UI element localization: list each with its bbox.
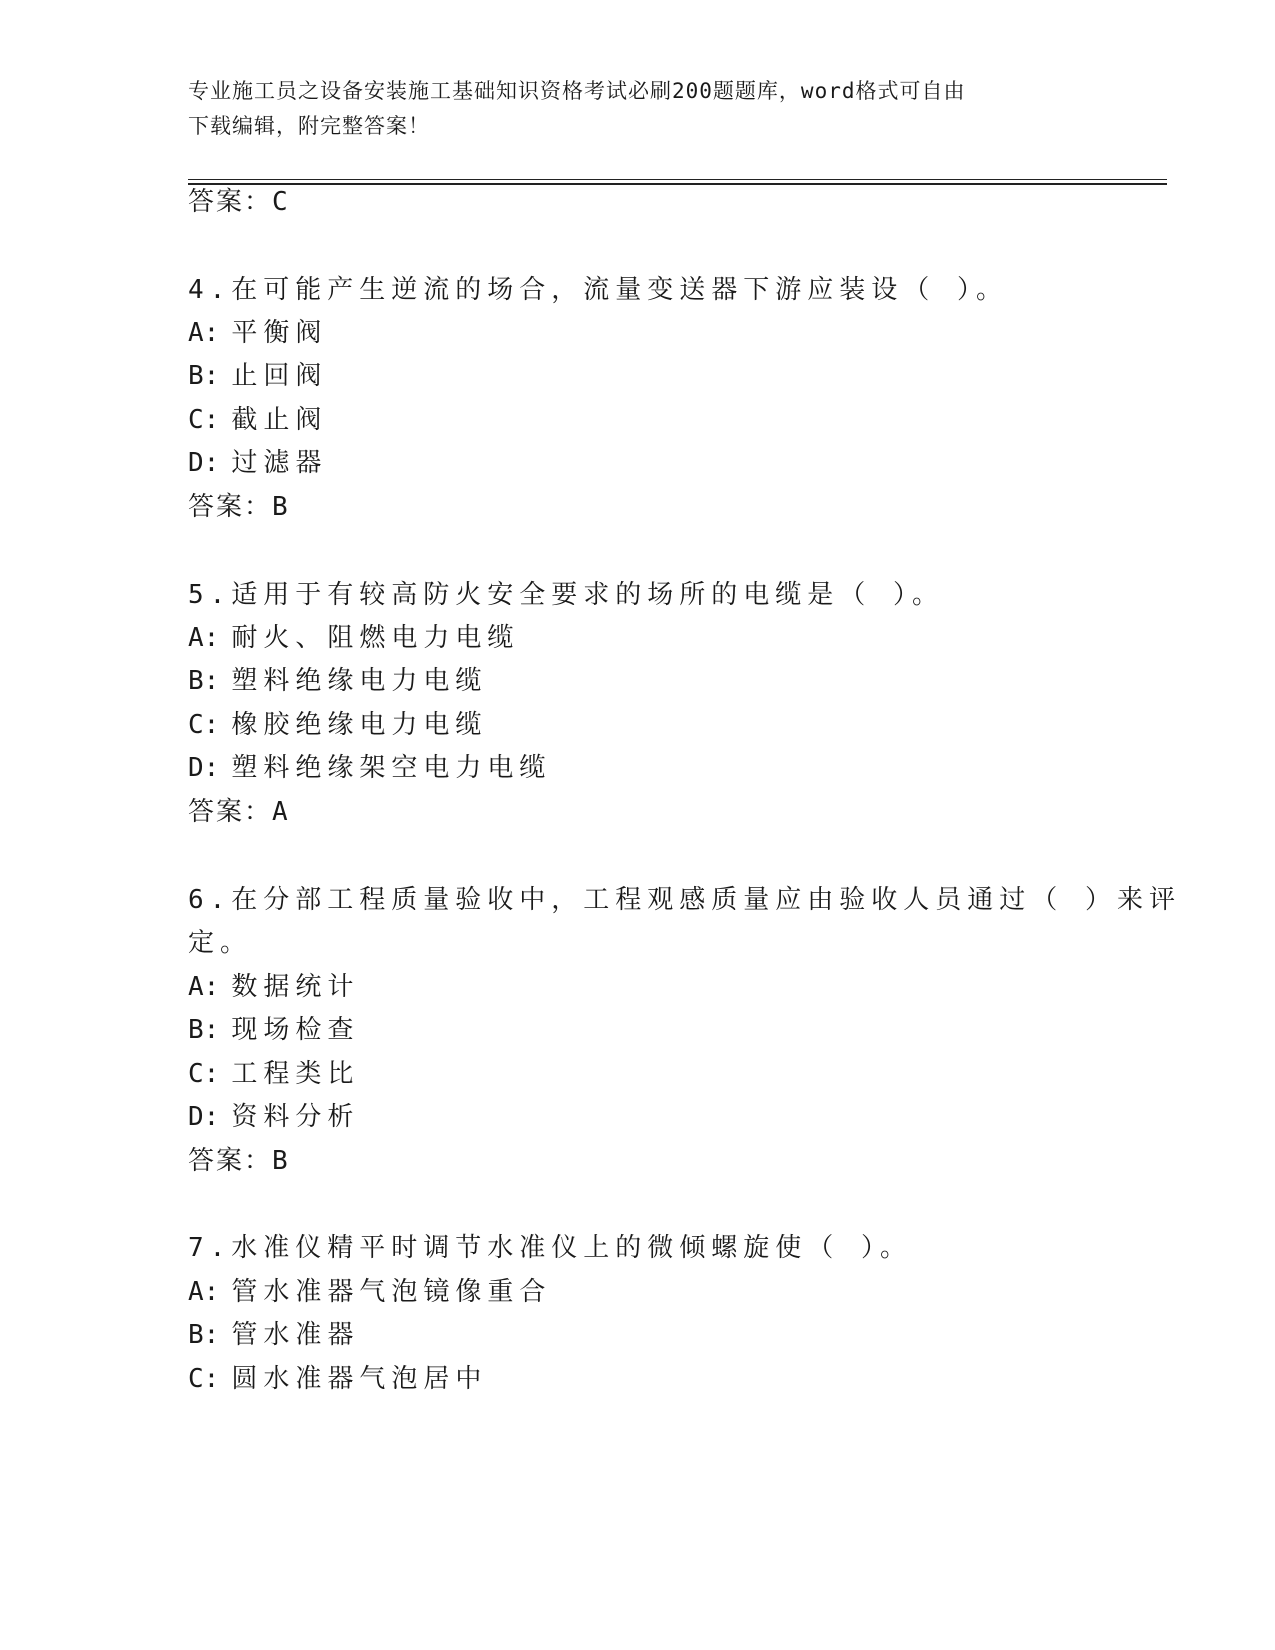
question-7-stem: 7.水准仪精平时调节水准仪上的微倾螺旋使（ ）。 [188, 1233, 912, 1263]
header-divider-thick [188, 183, 1167, 185]
option-text: 圆水准器气泡居中 [231, 1364, 488, 1394]
option-text: 平衡阀 [231, 318, 328, 348]
question-4-answer: 答案：B [188, 492, 290, 522]
option-key: D: [188, 1102, 220, 1132]
option-text: 橡胶绝缘电力电缆 [231, 710, 488, 740]
option-text: 过滤器 [231, 448, 328, 478]
option-text: 塑料绝缘架空电力电缆 [231, 753, 552, 783]
option-key: D: [188, 448, 220, 478]
question-5-option-c [188, 708, 487, 742]
question-6-option-d [188, 1100, 359, 1134]
header-title-line-2: 下载编辑，附完整答案！ [188, 114, 430, 138]
option-text: 管水准器 [231, 1320, 360, 1350]
question-4-stem: 4.在可能产生逆流的场合，流量变送器下游应装设（ ）。 [188, 275, 1008, 305]
option-text: 数据统计 [231, 972, 360, 1002]
question-5-option-a [188, 621, 519, 655]
document-header [188, 74, 1088, 144]
question-6-option-a [188, 970, 359, 1004]
header-divider-thin [188, 179, 1167, 180]
option-key: A: [188, 1277, 220, 1307]
question-6-answer: 答案：B [188, 1146, 290, 1176]
header-title-line-1: 专业施工员之设备安装施工基础知识资格考试必刷200题题库，word格式可自由 [188, 79, 966, 103]
option-text: 工程类比 [231, 1059, 360, 1089]
question-5-answer: 答案：A [188, 797, 290, 827]
question-4-option-c [188, 403, 327, 437]
option-key: A: [188, 972, 220, 1002]
question-7-option-b [188, 1318, 359, 1352]
option-key: C: [188, 1059, 220, 1089]
question-6-stem: 6.在分部工程质量验收中，工程观感质量应由验收人员通过（ ）来评 [188, 885, 1181, 915]
question-4-option-d [188, 446, 327, 480]
option-text: 资料分析 [231, 1102, 360, 1132]
option-key: C: [188, 405, 220, 435]
option-key: A: [188, 623, 220, 653]
option-key: C: [188, 1364, 220, 1394]
option-text: 管水准器气泡镜像重合 [231, 1277, 552, 1307]
question-5-option-b [188, 664, 487, 698]
option-key: B: [188, 1015, 220, 1045]
option-text: 现场检查 [231, 1015, 360, 1045]
option-text: 截止阀 [231, 405, 328, 435]
option-key: A: [188, 318, 220, 348]
question-6-option-c [188, 1057, 359, 1091]
option-text: 耐火、阻燃电力电缆 [231, 623, 520, 653]
question-7-option-c [188, 1362, 487, 1396]
question-6-stem-continued: 定。 [188, 928, 253, 958]
previous-answer: 答案：C [188, 187, 290, 217]
option-key: C: [188, 710, 220, 740]
question-5-stem: 5.适用于有较高防火安全要求的场所的电缆是（ ）。 [188, 580, 944, 610]
option-key: B: [188, 361, 220, 391]
option-key: B: [188, 1320, 220, 1350]
option-key: B: [188, 666, 220, 696]
question-4-option-a [188, 316, 327, 350]
question-4-option-b [188, 359, 327, 393]
question-6-option-b [188, 1013, 359, 1047]
question-7-option-a [188, 1275, 551, 1309]
option-key: D: [188, 753, 220, 783]
option-text: 塑料绝缘电力电缆 [231, 666, 488, 696]
question-5-option-d [188, 751, 551, 785]
option-text: 止回阀 [231, 361, 328, 391]
